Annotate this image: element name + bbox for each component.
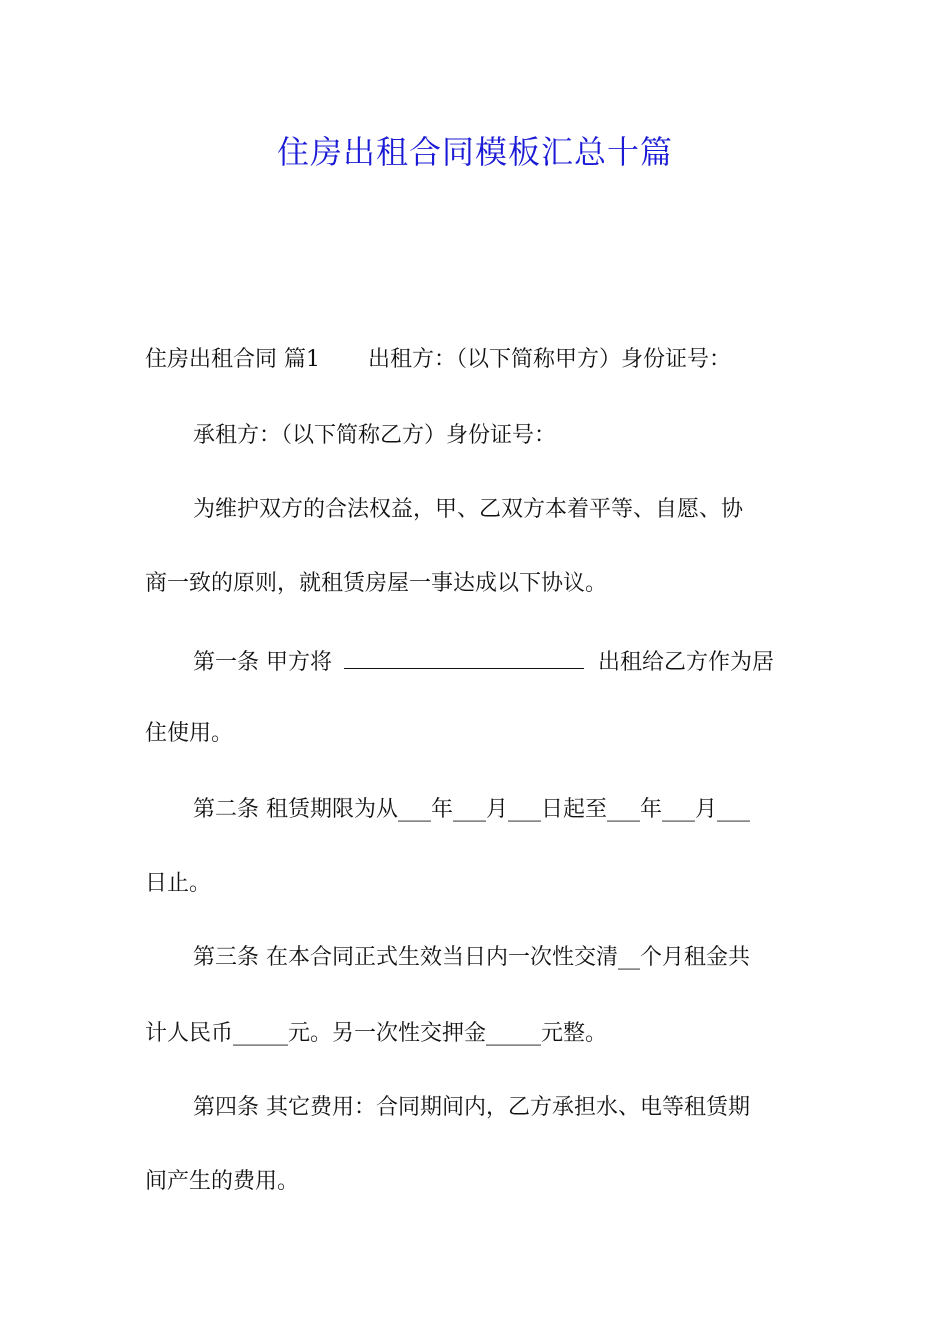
paragraph-line-5: [145, 644, 810, 679]
paragraph-line-4: 商一致的原则，就租赁房屋一事达成以下协议。: [145, 571, 608, 596]
paragraph-line-1: [145, 344, 810, 376]
paragraph-line-3: [145, 494, 810, 526]
paragraph-line-2: 承租方：（以下简称乙方）身份证号：: [193, 423, 557, 448]
document-title: 住房出租合同模板汇总十篇: [276, 133, 673, 171]
contract-heading: 住房出租合同 篇1: [145, 347, 320, 372]
paragraph-line-11: 第四条 其它费用：合同期间内，乙方承担水、电等租赁期: [193, 1095, 750, 1120]
paragraph-line-10: 计人民币_____元。另一次性交押金_____元整。: [145, 1021, 608, 1046]
paragraph-line-7: 第二条 租赁期限为从___年___月___日起至___年___月___: [193, 797, 750, 822]
paragraph-line-12: 间产生的费用。: [145, 1169, 300, 1194]
article-1-end: 出租给乙方作为居: [598, 650, 775, 675]
lessor-field: 出租方：（以下简称甲方）身份证号：: [368, 347, 732, 372]
paragraph-text: 为维护双方的合法权益，甲、乙双方本着平等、自愿、协: [193, 497, 744, 522]
paragraph-line-6: 住使用。: [145, 721, 234, 746]
article-1-start: 第一条 甲方将: [193, 650, 332, 675]
paragraph-line-9: 第三条 在本合同正式生效当日内一次性交清__个月租金共: [193, 945, 750, 970]
blank-underline: [344, 644, 584, 669]
paragraph-line-8: 日止。: [145, 871, 212, 896]
